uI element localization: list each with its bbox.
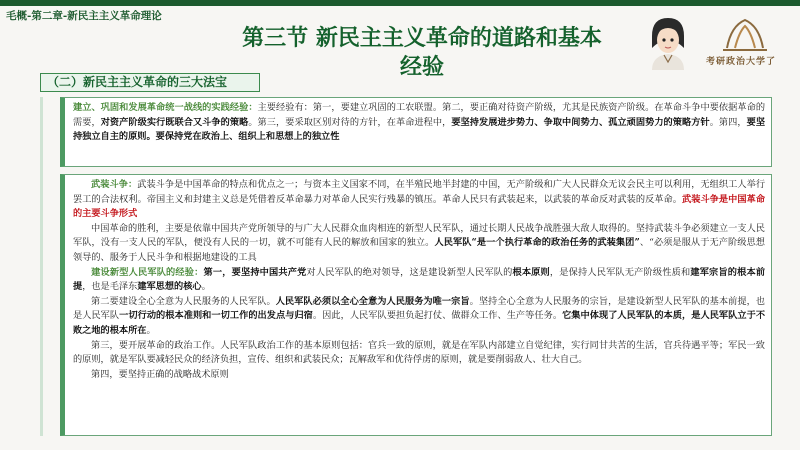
- block-label: 建设新型人民军队的经验：: [91, 266, 204, 278]
- army-building-paragraph: 建设新型人民军队的经验：第一，要坚持中国共产党对人民军队的绝对领导，这是建设新型人民军队的根本原则，是保持人民军队无产阶级性质和建军宗旨的根本前提，也是毛泽东建军思想的核心。: [73, 266, 766, 293]
- serve-people-paragraph: 第二要建设全心全意为人民服务的人民军队。人民军队必须以全心全意为人民服务为唯一宗旨。坚持全心全意为人民服务的宗旨，是建设新型人民军队的基本前提，也是人民军队一切行动的根本准则和一切工作的出发点与归宿。因此，人民军队要担负起打仗、做群众工作、生产等任务。它集中体现了人民军队的本质，是人民军队立于不败之地的根本所在。: [73, 295, 766, 336]
- title-line-2: 经验: [399, 55, 444, 80]
- block-label: 武装斗争：: [91, 179, 138, 190]
- decorative-side-bar: [40, 97, 43, 436]
- avatar-icon: [646, 14, 690, 70]
- page-title: [212, 24, 632, 82]
- united-front-paragraph: 建立、巩固和发展革命统一战线的实践经验：主要经验有：第一，要建立巩固的工农联盟。第二，要正确对待资产阶级，尤其是民族资产阶级。在革命斗争中要依据革命的需要，对资产阶级实行既联合又斗争的策略。第三，要采取区别对待的方针，在革命进程中，要坚持发展进步势力、争取中间势力、孤立顽固势力的策略方针。第四，要坚持独立自主的原则。要保持党在政治上、组织上和思想上的独立性: [73, 102, 766, 143]
- united-front-block: [60, 97, 772, 167]
- section-heading: （二）新民主主义革命的三大法宝: [40, 73, 260, 92]
- strategy-paragraph: 第四，要坚持正确的战略战术原则: [91, 368, 229, 380]
- political-work-paragraph: 第三，要开展革命的政治工作。人民军队政治工作的基本原则包括：官兵一致的原则，就是在军队内部建立自觉纪律，实行同甘共苦的生活，官兵待遇平等；军民一致的原则，就是军队要减轻民众的经济负担，宣传、组织和武装民众；瓦解敌军和优待俘虏的原则，就是要削弱敌人、壮大自己。: [73, 339, 765, 366]
- top-band: [0, 0, 800, 6]
- breadcrumb: 毛概-第二章-新民主主义革命理论: [6, 10, 162, 22]
- block-label: 建立、巩固和发展革命统一战线的实践经验：: [73, 102, 258, 113]
- logo-text: 考研政治大学了: [706, 57, 777, 67]
- title-line-1: 第三节 新民主主义革命的道路和基本: [242, 26, 602, 51]
- army-paragraph: 中国革命的胜利，主要是依靠中国共产党所领导的与广大人民群众血肉相连的新型人民军队，通过长期人民战争战胜强大敌人取得的。坚持武装斗争必须建立一支人民军队，没有一支人民的军队，便没有人民的一切，就不可能有人民的解放和国家的独立。人民军队“是一个执行革命的政治任务的武装集团”、“必须是服从于无产阶级思想领导的、服务于人民斗争和根据地建设的工具: [73, 222, 765, 263]
- emphasis-red: 武装斗争是中国革命的主要斗争形式: [73, 193, 766, 220]
- armed-struggle-paragraph: 武装斗争：武装斗争是中国革命的特点和优点之一；与资本主义国家不同，在半殖民地半封建的中国，无产阶级和广大人民群众无议会民主可以利用，无组织工人举行罢工的合法权利。帝国主义和封建主义总是凭借着反革命暴力对革命人民实行残暴的镇压。革命人民只有武装起来，以武装的革命反对武装的反革命。武装斗争是中国革命的主要斗争形式: [73, 179, 766, 220]
- armed-struggle-block: [60, 174, 772, 436]
